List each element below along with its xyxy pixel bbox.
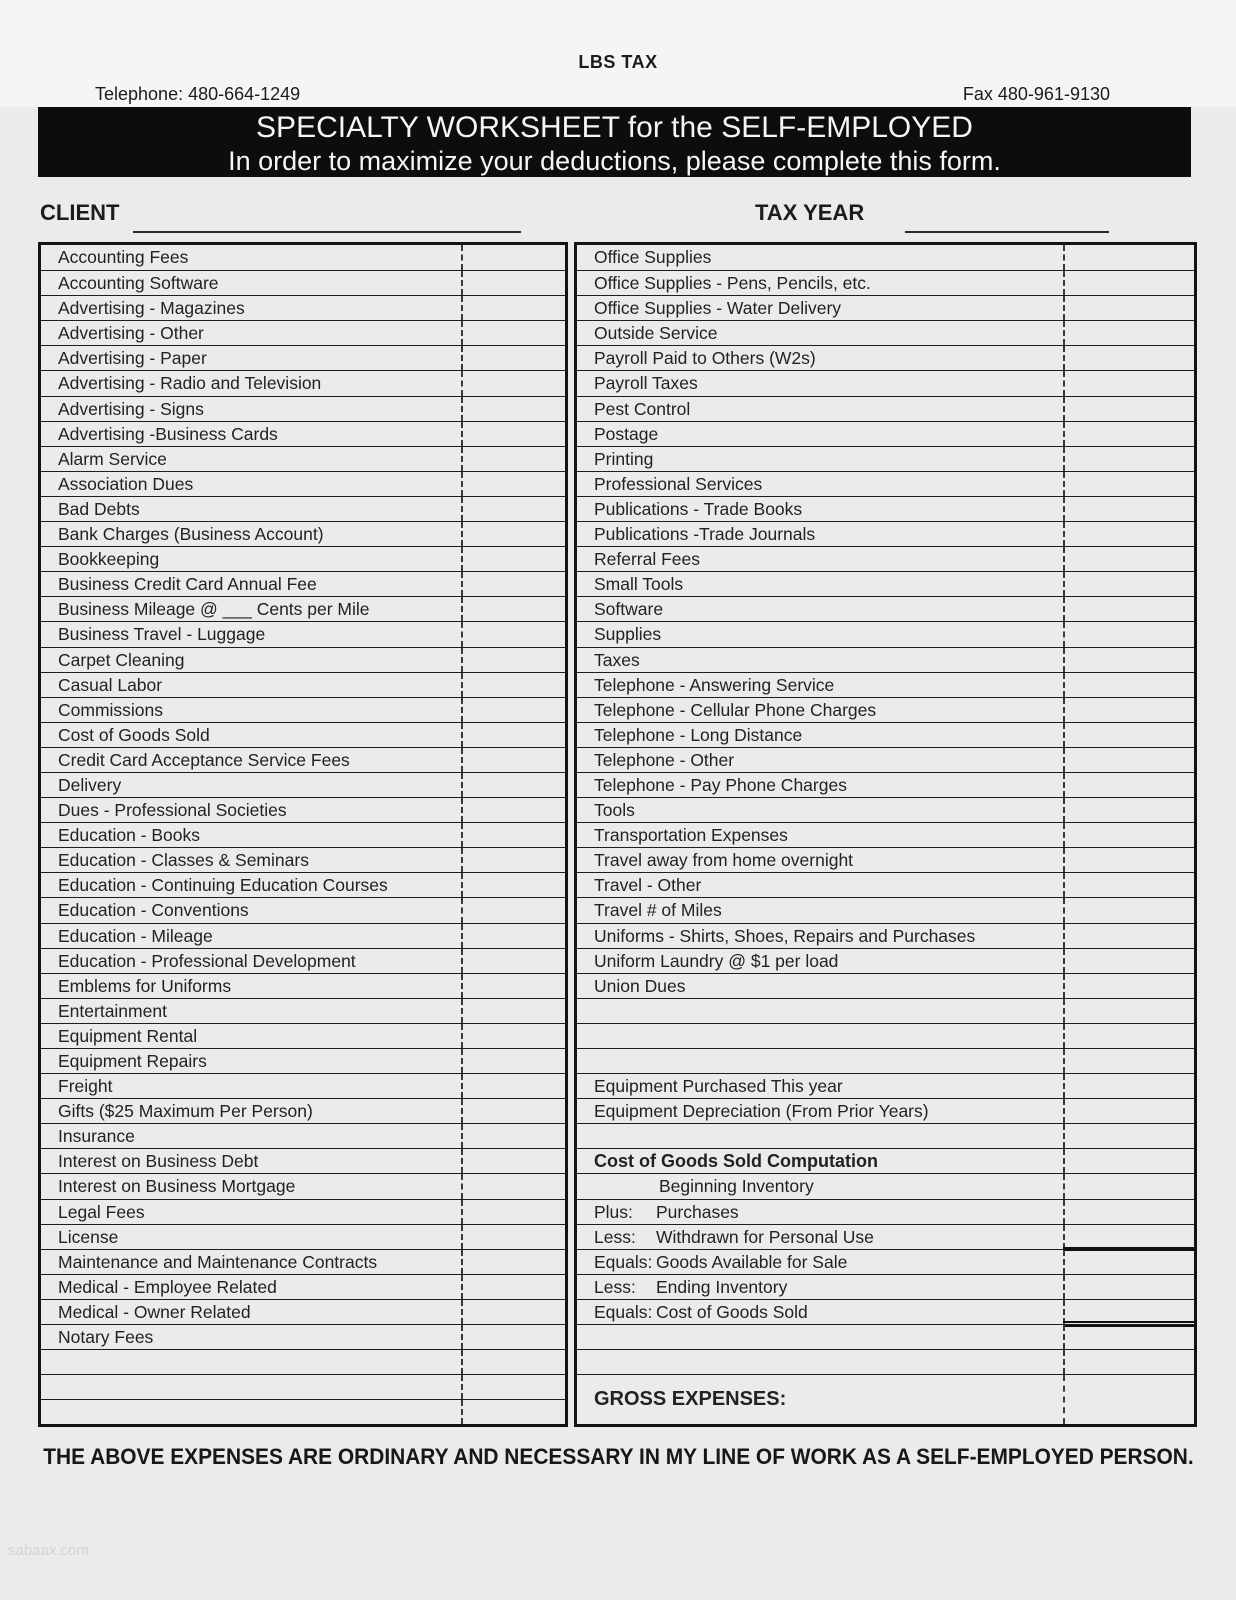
expense-label: Software: [594, 599, 664, 620]
amount-field[interactable]: [1063, 1300, 1194, 1324]
amount-field[interactable]: [1063, 397, 1194, 421]
expense-row: [41, 571, 565, 596]
expense-label: Alarm Service: [58, 448, 167, 469]
expense-row: [577, 596, 1194, 621]
amount-field[interactable]: [461, 798, 565, 822]
amount-field[interactable]: [461, 1275, 565, 1299]
expense-row: [577, 396, 1194, 421]
fax-text: Fax 480-961-9130: [962, 84, 1110, 104]
expense-label: Commissions: [58, 699, 164, 720]
expense-label: Medical - Employee Related: [58, 1276, 277, 1297]
expense-row: [41, 923, 565, 948]
amount-field[interactable]: [1063, 1149, 1194, 1173]
expense-label: Cost of Goods Sold: [58, 724, 210, 745]
expense-label: Telephone - Answering Service: [594, 674, 835, 695]
declaration-statement: THE ABOVE EXPENSES ARE ORDINARY AND NECESSARY IN MY LINE OF WORK AS A SELF-EMPLOYED PERSON.: [42, 1444, 1194, 1469]
amount-field[interactable]: [1063, 873, 1194, 897]
blank-row: [577, 998, 1194, 1023]
blank-row: [577, 1048, 1194, 1073]
expense-label: Travel - Other: [594, 875, 702, 896]
expense-label: Medical - Owner Related: [58, 1301, 251, 1322]
amount-field[interactable]: [1063, 422, 1194, 446]
expense-label: Bookkeeping: [58, 549, 160, 570]
worksheet-subtitle: In order to maximize your deductions, please complete this form.: [228, 146, 1001, 176]
amount-field[interactable]: [461, 1124, 565, 1148]
computation-prefix: Plus:: [594, 1201, 633, 1222]
expense-row: [577, 1199, 1194, 1224]
amount-field[interactable]: [461, 597, 565, 621]
expense-label: Uniform Laundry @ $1 per load: [594, 950, 839, 971]
expense-label: Payroll Paid to Others (W2s): [594, 348, 816, 369]
amount-field[interactable]: [461, 1250, 565, 1274]
expense-worksheet-table: [38, 242, 1197, 1427]
blank-row: [577, 1023, 1194, 1048]
expense-label: License: [58, 1226, 119, 1247]
expense-label: Carpet Cleaning: [58, 649, 185, 670]
expense-row: [41, 320, 565, 345]
expense-row: [41, 747, 565, 772]
amount-field[interactable]: [461, 748, 565, 772]
amount-field[interactable]: [1063, 1099, 1194, 1123]
expense-row: [577, 521, 1194, 546]
gross-expenses-row: [577, 1374, 1194, 1424]
amount-field[interactable]: [1063, 999, 1194, 1023]
expense-row: [41, 421, 565, 446]
expense-label: Education - Classes & Seminars: [58, 850, 309, 871]
expense-row: [577, 421, 1194, 446]
expense-label: Delivery: [58, 774, 122, 795]
amount-field[interactable]: [461, 648, 565, 672]
expense-label: [577, 999, 1063, 1023]
amount-field[interactable]: [1063, 321, 1194, 345]
expense-row: [41, 546, 565, 571]
expense-label: Telephone - Cellular Phone Charges: [594, 699, 877, 720]
expense-label: Interest on Business Debt: [58, 1151, 259, 1172]
expense-label: Telephone - Pay Phone Charges: [594, 774, 847, 795]
expense-label: Education - Books: [58, 825, 201, 846]
expense-row: [577, 295, 1194, 320]
expense-label: Business Credit Card Annual Fee: [58, 574, 317, 595]
expense-label: Credit Card Acceptance Service Fees: [58, 749, 350, 770]
expense-label: Legal Fees: [58, 1201, 145, 1222]
blank-row: [41, 1349, 565, 1374]
expense-row: [577, 847, 1194, 872]
expense-row: [41, 1073, 565, 1098]
amount-field[interactable]: [461, 1375, 565, 1399]
expense-label: [577, 1325, 1063, 1349]
title-banner: [38, 107, 1191, 177]
expense-label: Casual Labor: [58, 674, 163, 695]
expense-label: Outside Service: [594, 323, 718, 344]
expense-label: Education - Conventions: [58, 900, 249, 921]
expense-label: Postage: [594, 423, 659, 444]
expense-row: [41, 822, 565, 847]
expense-row: [41, 948, 565, 973]
expense-row: [41, 295, 565, 320]
amount-field[interactable]: [1063, 271, 1194, 295]
client-input-line[interactable]: [133, 231, 521, 233]
blank-row: [577, 1324, 1194, 1349]
expense-row: [41, 1224, 565, 1249]
amount-field[interactable]: [461, 1225, 565, 1249]
expense-label: Equipment Repairs: [58, 1051, 207, 1071]
expense-row: [577, 345, 1194, 370]
expense-label: Less: Ending Inventory: [594, 1276, 788, 1297]
expense-label: Office Supplies: [594, 247, 712, 267]
expense-label: Equipment Purchased This year: [594, 1076, 843, 1097]
expense-row: [577, 1098, 1194, 1123]
expense-label: Transportation Expenses: [594, 825, 788, 846]
amount-field[interactable]: [1063, 823, 1194, 847]
expense-row: [41, 345, 565, 370]
telephone-text: Telephone: 480-664-1249: [95, 84, 301, 104]
amount-field[interactable]: [461, 1400, 565, 1424]
client-label: CLIENT: [40, 200, 120, 225]
expense-row: [577, 897, 1194, 922]
expense-label: Office Supplies - Pens, Pencils, etc.: [594, 273, 871, 294]
expense-label: Small Tools: [594, 574, 684, 595]
expense-label: Freight: [58, 1076, 113, 1097]
amount-field[interactable]: [461, 999, 565, 1023]
amount-field[interactable]: [461, 1149, 565, 1173]
expense-label: GROSS EXPENSES:: [594, 1388, 787, 1411]
expense-row: [41, 270, 565, 295]
expense-row: [577, 647, 1194, 672]
expense-label: Equals: Goods Available for Sale: [594, 1251, 848, 1272]
amount-field[interactable]: [1063, 1275, 1194, 1299]
amount-field[interactable]: [1063, 1250, 1194, 1274]
expense-row: [577, 747, 1194, 772]
amount-field[interactable]: [1063, 1325, 1194, 1349]
expense-row: [41, 1199, 565, 1224]
expense-label: Association Dues: [58, 473, 194, 494]
expense-label: Advertising - Other: [58, 323, 204, 344]
expense-row: [41, 973, 565, 998]
amount-field[interactable]: [1063, 1350, 1194, 1374]
amount-field[interactable]: [461, 873, 565, 897]
expense-label: Maintenance and Maintenance Contracts: [58, 1251, 378, 1272]
expense-label: Education - Continuing Education Courses: [58, 875, 388, 896]
expense-row: [41, 722, 565, 747]
amount-field[interactable]: [1063, 597, 1194, 621]
amount-field[interactable]: [1063, 296, 1194, 320]
expense-row: [41, 847, 565, 872]
expense-table-right: [574, 242, 1197, 1427]
amount-field[interactable]: [461, 848, 565, 872]
expense-row: [577, 797, 1194, 822]
expense-label: Supplies: [594, 624, 662, 645]
expense-label: Education - Mileage: [58, 925, 213, 946]
expense-row: [577, 546, 1194, 571]
expense-row: [577, 1173, 1194, 1198]
expense-row: [41, 697, 565, 722]
expense-row: [577, 1249, 1194, 1274]
expense-row: [577, 245, 1194, 270]
computation-prefix: Less:: [594, 1226, 636, 1247]
expense-row: [41, 1123, 565, 1148]
expense-row: [41, 647, 565, 672]
expense-label: Business Travel - Luggage: [58, 624, 266, 645]
expense-row: [577, 1224, 1194, 1249]
expense-row: [41, 471, 565, 496]
expense-label: Advertising - Signs: [58, 398, 204, 419]
expense-row: [577, 1299, 1194, 1324]
expense-label: [577, 1350, 1063, 1374]
amount-field[interactable]: [1063, 447, 1194, 471]
amount-field[interactable]: [1063, 1225, 1194, 1249]
expense-row: [41, 496, 565, 521]
amount-field[interactable]: [1063, 698, 1194, 722]
expense-label: [577, 1124, 1063, 1148]
amount-field[interactable]: [1063, 673, 1194, 697]
amount-field[interactable]: [1063, 572, 1194, 596]
expense-row: [41, 897, 565, 922]
expense-label: [577, 1049, 1063, 1073]
expense-label: Publications -Trade Journals: [594, 524, 816, 545]
expense-row: [577, 496, 1194, 521]
amount-field[interactable]: [1063, 898, 1194, 922]
expense-label: Travel # of Miles: [594, 900, 722, 921]
expense-row: [577, 923, 1194, 948]
expense-label: Beginning Inventory: [659, 1176, 814, 1197]
amount-field[interactable]: [461, 547, 565, 571]
expense-label: [577, 1024, 1063, 1048]
expense-label: Accounting Fees: [58, 247, 189, 267]
expense-label: Union Dues: [594, 975, 686, 996]
amount-field[interactable]: [1063, 648, 1194, 672]
amount-field[interactable]: [1063, 1200, 1194, 1224]
expense-row: [41, 621, 565, 646]
expense-row: [577, 571, 1194, 596]
expense-label: Gifts ($25 Maximum Per Person): [58, 1101, 313, 1122]
amount-field[interactable]: [461, 1049, 565, 1073]
expense-row: [577, 697, 1194, 722]
expense-label: Equals: Cost of Goods Sold: [594, 1301, 808, 1322]
amount-field[interactable]: [461, 472, 565, 496]
amount-field[interactable]: [461, 572, 565, 596]
expense-label: Emblems for Uniforms: [58, 975, 232, 996]
expense-label: Accounting Software: [58, 273, 219, 294]
amount-field[interactable]: [461, 974, 565, 998]
expense-label: Printing: [594, 448, 654, 469]
amount-field[interactable]: [461, 924, 565, 948]
amount-field[interactable]: [461, 698, 565, 722]
expense-row: [577, 446, 1194, 471]
expense-label: Professional Services: [594, 473, 763, 494]
expense-label: Pest Control: [594, 398, 691, 419]
amount-field[interactable]: [461, 497, 565, 521]
blank-row: [577, 1123, 1194, 1148]
expense-row: [41, 1048, 565, 1073]
expense-label: Insurance: [58, 1126, 135, 1147]
expense-label: Taxes: [594, 649, 640, 670]
expense-row: [577, 320, 1194, 345]
expense-row: [577, 948, 1194, 973]
amount-field[interactable]: [1063, 472, 1194, 496]
amount-field[interactable]: [1063, 773, 1194, 797]
expense-row: [41, 370, 565, 395]
expense-label: Equipment Rental: [58, 1025, 198, 1046]
blank-row: [41, 1374, 565, 1399]
expense-label: Bad Debts: [58, 498, 140, 519]
expense-row: [577, 471, 1194, 496]
expense-row: [577, 1274, 1194, 1299]
expense-label: Referral Fees: [594, 549, 701, 570]
expense-label: Cost of Goods Sold Computation: [594, 1151, 878, 1172]
amount-field[interactable]: [461, 271, 565, 295]
amount-field[interactable]: [461, 1300, 565, 1324]
amount-field[interactable]: [461, 949, 565, 973]
expense-row: [577, 722, 1194, 747]
expense-row: [41, 998, 565, 1023]
expense-label: Tools: [594, 800, 635, 821]
amount-field[interactable]: [1063, 346, 1194, 370]
expense-row: [41, 1324, 565, 1349]
expense-row: [41, 672, 565, 697]
expense-label: [41, 1400, 461, 1424]
expense-label: Dues - Professional Societies: [58, 800, 287, 821]
amount-field[interactable]: [1063, 522, 1194, 546]
expense-label: Education - Professional Development: [58, 950, 356, 971]
watermark-text: sabaax.com: [8, 1542, 89, 1559]
expense-label: Advertising - Paper: [58, 348, 207, 369]
amount-field[interactable]: [461, 1174, 565, 1198]
computation-prefix: Equals:: [594, 1251, 653, 1272]
expense-label: Uniforms - Shirts, Shoes, Repairs and Purchases: [594, 925, 976, 946]
expense-row: [577, 973, 1194, 998]
expense-row: [41, 1098, 565, 1123]
blank-row: [577, 1349, 1194, 1374]
amount-field[interactable]: [461, 773, 565, 797]
expense-row: [41, 1249, 565, 1274]
amount-field[interactable]: [1063, 1049, 1194, 1073]
expense-label: Advertising - Magazines: [58, 298, 245, 319]
expense-row: [41, 521, 565, 546]
computation-prefix: Equals:: [594, 1301, 653, 1322]
amount-field[interactable]: [461, 1325, 565, 1349]
amount-field[interactable]: [461, 346, 565, 370]
amount-field[interactable]: [1063, 1124, 1194, 1148]
amount-field[interactable]: [461, 898, 565, 922]
expense-label: Plus: Purchases: [594, 1201, 739, 1222]
amount-field[interactable]: [461, 371, 565, 395]
amount-field[interactable]: [461, 673, 565, 697]
expense-row: [41, 446, 565, 471]
amount-field[interactable]: [461, 723, 565, 747]
worksheet-title: SPECIALTY WORKSHEET for the SELF-EMPLOYED: [256, 111, 973, 144]
amount-field[interactable]: [461, 447, 565, 471]
amount-field[interactable]: [461, 321, 565, 345]
expense-label: Advertising - Radio and Television: [58, 373, 322, 394]
tax-year-input-line[interactable]: [905, 231, 1109, 233]
expense-row: [577, 772, 1194, 797]
amount-field[interactable]: [461, 296, 565, 320]
company-name: LBS TAX: [578, 52, 658, 72]
expense-row: [41, 1148, 565, 1173]
expense-row: [577, 872, 1194, 897]
expense-row: [577, 1073, 1194, 1098]
amount-field[interactable]: [1063, 1024, 1194, 1048]
expense-row: [577, 1148, 1194, 1173]
expense-row: [577, 370, 1194, 395]
amount-field[interactable]: [1063, 848, 1194, 872]
expense-label: Telephone - Other: [594, 749, 735, 770]
amount-field[interactable]: [1063, 1074, 1194, 1098]
amount-field[interactable]: [1063, 547, 1194, 571]
expense-row: [41, 1173, 565, 1198]
amount-field[interactable]: [461, 522, 565, 546]
expense-label: [41, 1375, 461, 1399]
expense-row: [577, 621, 1194, 646]
expense-row: [41, 1274, 565, 1299]
amount-field[interactable]: [1063, 1375, 1194, 1424]
amount-field[interactable]: [1063, 748, 1194, 772]
amount-field[interactable]: [461, 1099, 565, 1123]
expense-row: [41, 797, 565, 822]
amount-field[interactable]: [1063, 371, 1194, 395]
amount-field[interactable]: [461, 823, 565, 847]
expense-label: Entertainment: [58, 1000, 167, 1021]
amount-field[interactable]: [461, 245, 565, 270]
expense-row: [41, 396, 565, 421]
expense-row: [41, 872, 565, 897]
amount-field[interactable]: [1063, 622, 1194, 646]
amount-field[interactable]: [1063, 924, 1194, 948]
amount-field[interactable]: [461, 397, 565, 421]
amount-field[interactable]: [461, 422, 565, 446]
expense-table-left: [38, 242, 568, 1427]
expense-label: Business Mileage @ ___ Cents per Mile: [58, 599, 370, 620]
expense-label: [41, 1350, 461, 1374]
amount-field[interactable]: [461, 622, 565, 646]
amount-field[interactable]: [1063, 497, 1194, 521]
tax-year-label: TAX YEAR: [755, 200, 865, 225]
expense-label: Travel away from home overnight: [594, 850, 854, 871]
expense-row: [41, 772, 565, 797]
expense-row: [41, 1299, 565, 1324]
expense-label: Telephone - Long Distance: [594, 724, 803, 745]
computation-prefix: Less:: [594, 1276, 636, 1297]
expense-row: [41, 596, 565, 621]
expense-label: Office Supplies - Water Delivery: [594, 298, 842, 319]
expense-label: Less: Withdrawn for Personal Use: [594, 1226, 874, 1247]
amount-field[interactable]: [1063, 798, 1194, 822]
blank-row: [41, 1399, 565, 1424]
amount-field[interactable]: [1063, 245, 1194, 270]
expense-label: Advertising -Business Cards: [58, 423, 278, 444]
expense-row: [577, 270, 1194, 295]
amount-field[interactable]: [1063, 974, 1194, 998]
expense-label: Publications - Trade Books: [594, 498, 803, 519]
expense-label: Bank Charges (Business Account): [58, 524, 324, 545]
expense-row: [41, 245, 565, 270]
expense-label: Notary Fees: [58, 1327, 154, 1348]
amount-field[interactable]: [461, 1200, 565, 1224]
amount-field[interactable]: [1063, 1174, 1194, 1198]
expense-label: Payroll Taxes: [594, 373, 698, 394]
expense-label: Interest on Business Mortgage: [58, 1176, 296, 1197]
expense-label: Equipment Depreciation (From Prior Years): [594, 1101, 929, 1122]
amount-field[interactable]: [461, 1024, 565, 1048]
amount-field[interactable]: [1063, 723, 1194, 747]
amount-field[interactable]: [461, 1074, 565, 1098]
amount-field[interactable]: [1063, 949, 1194, 973]
expense-row: [41, 1023, 565, 1048]
expense-row: [577, 672, 1194, 697]
amount-field[interactable]: [461, 1350, 565, 1374]
expense-row: [577, 822, 1194, 847]
